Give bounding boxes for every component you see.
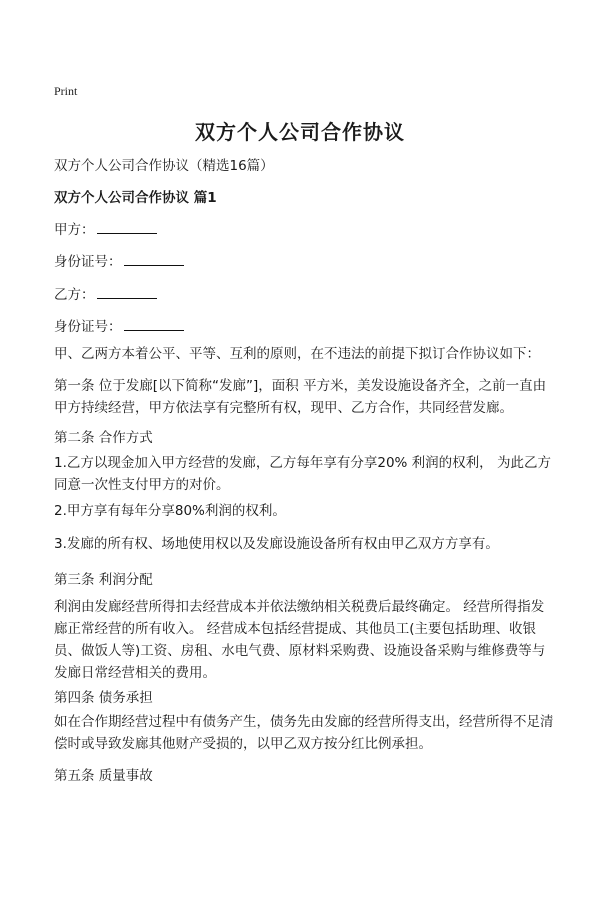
id-a-label: 身份证号： bbox=[54, 254, 122, 270]
article-2-heading: 第二条 合作方式 bbox=[54, 430, 153, 446]
party-b-blank bbox=[97, 284, 157, 299]
article-2-item-1: 1.乙方以现金加入甲方经营的发廊，乙方每年享有分享20% 利润的权利， 为此乙方同意一次性支付甲方的对价。 bbox=[54, 455, 551, 493]
article-4-paragraph: 如在合作期经营过程中有债务产生，债务先由发廊的经营所得支出，经营所得不足清偿时或导致发廊其他财产受损的，以甲乙双方按分红比例承担。 bbox=[54, 714, 554, 752]
id-b-label: 身份证号： bbox=[54, 319, 122, 335]
id-b-blank bbox=[124, 316, 184, 331]
article-5-heading: 第五条 质量事故 bbox=[54, 768, 153, 784]
article-4-heading: 第四条 债务承担 bbox=[54, 690, 153, 706]
id-a-blank bbox=[124, 251, 184, 266]
article-2-item-3: 3.发廊的所有权、场地使用权以及发廊设施设备所有权由甲乙双方方享有。 bbox=[54, 536, 499, 552]
party-b-field bbox=[54, 283, 157, 303]
section-title: 双方个人公司合作协议 篇1 bbox=[54, 190, 217, 206]
intro-paragraph: 甲、乙两方本着公平、平等、互利的原则，在不违法的前提下拟订合作协议如下： bbox=[54, 346, 540, 362]
print-link[interactable]: Print bbox=[54, 84, 78, 98]
article-3-paragraph: 利润由发廊经营所得扣去经营成本并依法缴纳相关税费后最终确定。 经营所得指发廊正常经营的所有收入。 经营成本包括经营提成、其他员工(主要包括助理、收银员、做饭人等)工资、房租、水电气费、原材料采购费、设施设备采购与维修费等与发廊日常经营相关的费用。 bbox=[54, 599, 546, 681]
party-b-label: 乙方： bbox=[54, 287, 95, 303]
article-1-paragraph: 第一条 位于发廊[以下简称“发廊”]，面积 平方米，美发设施设备齐全，之前一直由甲方持续经营，甲方依法享有完整所有权，现甲、乙方合作，共同经营发廊。 bbox=[54, 378, 547, 416]
article-3-heading: 第三条 利润分配 bbox=[54, 572, 153, 588]
id-b-field bbox=[54, 315, 184, 335]
document-subtitle: 双方个人公司合作协议（精选16篇） bbox=[54, 158, 274, 174]
document-title: 双方个人公司合作协议 bbox=[195, 120, 405, 144]
id-a-field bbox=[54, 250, 184, 270]
party-a-field bbox=[54, 218, 157, 238]
party-a-blank bbox=[97, 219, 157, 234]
party-a-label: 甲方： bbox=[54, 222, 95, 238]
article-2-item-2: 2.甲方享有每年分享80%利润的权利。 bbox=[54, 503, 286, 519]
